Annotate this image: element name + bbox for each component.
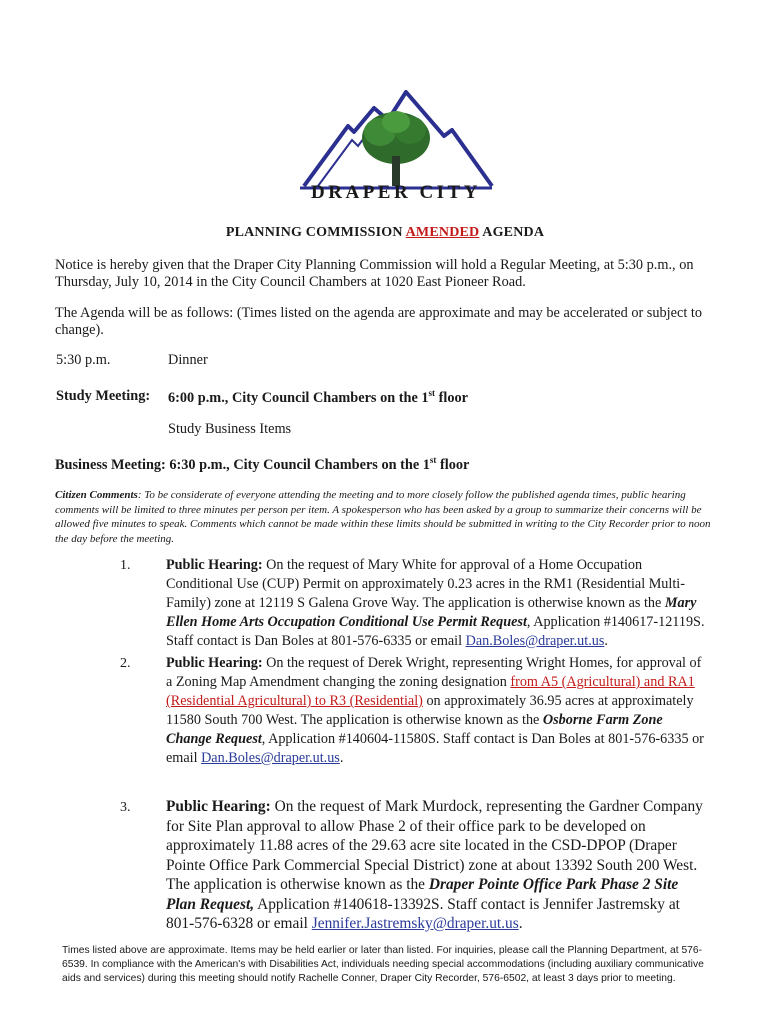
- logo-text: DRAPER CITY: [311, 182, 481, 203]
- item-2-text-2: , Application #140604-11580S. Staff contact is Dan Boles at 801-576-6335 or email: [166, 731, 704, 766]
- business-floor: floor: [436, 456, 470, 473]
- title-prefix: PLANNING COMMISSION: [225, 225, 406, 240]
- item-1-heading: Public Hearing:: [166, 557, 263, 573]
- item-1-email-link[interactable]: Dan.Boles@draper.ut.us: [465, 633, 605, 649]
- item-2: [166, 654, 711, 768]
- study-sup: st: [428, 388, 436, 398]
- business-text: Business Meeting: 6:30 p.m., City Council Chambers on the 1: [55, 456, 430, 473]
- citizen-label: Citizen Comments: [55, 489, 138, 501]
- study-detail-floor: floor: [435, 389, 468, 406]
- item-1-period: .: [604, 633, 608, 649]
- item-2-text: On the request of Derek Wright, representing Wright Homes, for approval of a Zoning Map Amendment changing the zoning designation: [166, 655, 702, 690]
- study-meeting-detail: [168, 388, 468, 407]
- item-3: [166, 797, 711, 934]
- study-detail-text: 6:00 p.m., City Council Chambers on the 1: [168, 389, 429, 406]
- item-2-number: 2.: [120, 656, 131, 671]
- item-3-email-link[interactable]: Jennifer.Jastremsky@draper.ut.us: [311, 915, 519, 932]
- business-meeting-heading: [55, 455, 469, 474]
- item-2-name: Osborne Farm Zone Change Request: [166, 712, 663, 747]
- citizen-comments: [55, 488, 725, 546]
- item-3-name: Draper Pointe Office Park Phase 2 Site Plan Request,: [166, 876, 679, 913]
- dinner-label: Dinner: [168, 352, 208, 368]
- item-1-text-2: , Application #140617-12119S. Staff contact is Dan Boles at 801-576-6335 or email: [166, 614, 705, 649]
- title-suffix: AGENDA: [479, 225, 545, 240]
- item-1: [166, 556, 711, 651]
- item-3-period: .: [518, 915, 523, 932]
- notice-paragraph: Notice is hereby given that the Draper City Planning Commission will hold a Regular Meeting, at 5:30 p.m., on Thursday, July 10, 2014 in the City Council Chambers at 1020 East Pioneer Road.: [55, 257, 694, 290]
- item-1-name: Mary Ellen Home Arts Occupation Conditional Use Permit Request: [166, 595, 697, 630]
- citizen-text: : To be considerate of everyone attending the meeting and to more closely follow the published agenda times, public hearing comments will be limited to three minutes per person per item. A spokesperson who has been asked by a group to summarize their concerns will be allowed five minutes to speak. Comments which cannot be made within these limits should be submitted in writing to the City Recorder prior to noon the day before the meeting.: [55, 489, 711, 545]
- item-3-text-2: Application #140618-13392S. Staff contact is Jennifer Jastremsky at 801-576-6328 or email: [166, 895, 680, 932]
- agenda-intro: The Agenda will be as follows: (Times listed on the agenda are approximate and may be accelerated or subject to change).: [55, 305, 702, 338]
- study-meeting-label: Study Meeting:: [56, 388, 151, 404]
- footer-note: Times listed above are approximate. Items may be held earlier or later than listed. For inquiries, please call the Planning Department, at 576-6539. In compliance with the American's with Disabilities Act, individuals needing special accommodations (including auxiliary communicative aids and services) during this meeting should notify Rachelle Conner, Draper City Recorder, 576-6502, at least 3 days prior to meeting.: [62, 945, 704, 985]
- item-3-text: On the request of Mark Murdock, representing the Gardner Company for Site Plan approval to allow Phase 2 of their office park to be developed on approximately 11.88 acres of the 29.63 acre site located in the CSD-DPOP (Draper Pointe Office Park Commercial Special District) zone at about 13392 South 200 West. The application is otherwise known as the: [166, 798, 703, 893]
- item-2-text-b: on approximately 36.95 acres at approximately 11580 South 700 West. The application is otherwise known as the: [166, 693, 694, 728]
- item-2-heading: Public Hearing:: [166, 655, 263, 671]
- page-title: [0, 225, 770, 241]
- item-2-email-link[interactable]: Dan.Boles@draper.ut.us: [201, 750, 340, 766]
- item-2-period: .: [339, 750, 344, 766]
- title-amended: AMENDED: [405, 225, 480, 240]
- item-1-number: 1.: [120, 558, 131, 573]
- item-2-zoning-change: from A5 (Agricultural) and RA1 (Residential Agricultural) to R3 (Residential): [166, 674, 695, 709]
- business-sup: st: [429, 455, 437, 465]
- item-3-heading: Public Hearing:: [166, 798, 271, 815]
- dinner-time: 5:30 p.m.: [56, 352, 111, 368]
- study-business-items: Study Business Items: [168, 421, 292, 437]
- item-1-text: On the request of Mary White for approval of a Home Occupation Conditional Use (CUP) Permit on approximately 0.23 acres in the RM1 (Residential Multi-Family) zone at 12119 S Galena Grove Way. The application is otherwise known as the: [166, 557, 685, 611]
- item-3-number: 3.: [120, 800, 131, 815]
